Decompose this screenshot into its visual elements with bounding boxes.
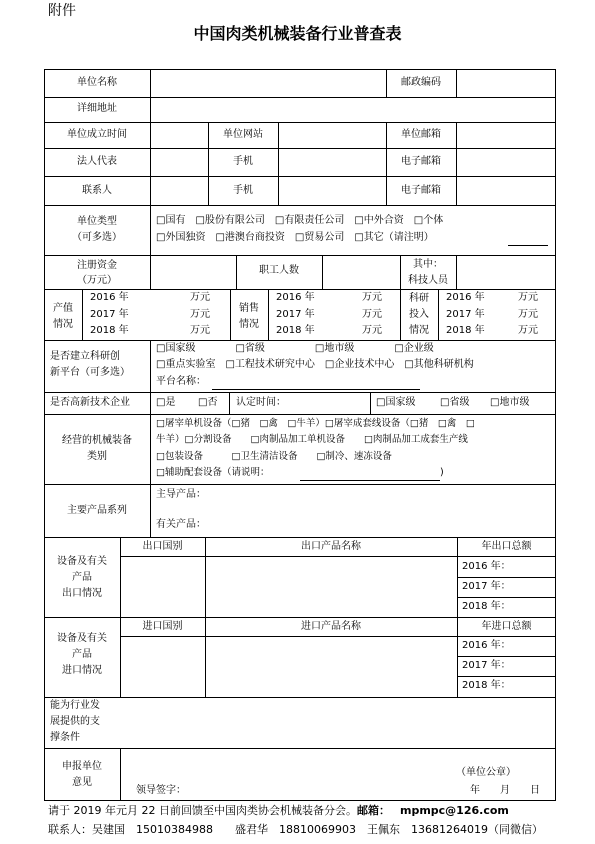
research-unit-2016: 万元 [518, 292, 538, 303]
hightech-yes[interactable]: □是 [156, 397, 176, 408]
platform-name-label: 平台名称： [156, 376, 206, 387]
main-product-label: 主导产品： [156, 489, 206, 500]
mobile-label: 手机 [233, 156, 253, 167]
footer-contacts: 联系人：吴建国 15010384988 盛君华 18810069903 王佩东 13681264019（同微信） [48, 823, 543, 836]
leader-sign-label: 领导签字： [136, 785, 186, 796]
equipment-options-row2[interactable]: 牛羊）□分割设备 □肉制品加工单机设备 □肉制品加工成套生产线 [156, 434, 468, 445]
sales-unit-2016: 万元 [362, 292, 382, 303]
output-2016: 2016 年 [90, 292, 129, 303]
legal-rep-label: 法人代表 [77, 156, 117, 167]
sales-unit-2017: 万元 [362, 309, 382, 320]
sales-2016: 2016 年 [276, 292, 315, 303]
research-label: 科研 [409, 293, 429, 304]
contact-mobile-label: 手机 [233, 185, 253, 196]
research-unit-2017: 万元 [518, 309, 538, 320]
export-total-header: 年出口总额 [481, 541, 532, 552]
equipment-close-paren: ) [440, 467, 444, 478]
platform-question-line2: 新平台（可多选） [50, 367, 130, 378]
contact-email-label: 电子邮箱 [401, 185, 441, 196]
equipment-label-line2: 类别 [87, 451, 107, 462]
import-2018: 2018 年： [462, 680, 511, 691]
level-national[interactable]: □国家级 [376, 397, 416, 408]
recognize-time-label: 认定时间： [236, 397, 286, 408]
import-total-header: 年进口总额 [481, 621, 532, 632]
research-unit-2018: 万元 [518, 325, 538, 336]
reg-capital-label: 注册资金 [77, 260, 117, 271]
postal-code-label: 邮政编码 [401, 77, 441, 88]
equipment-options-row1[interactable]: □屠宰单机设备（□猪 □禽 □牛羊）□屠宰成套线设备（□猪 □禽 □ [156, 418, 475, 429]
of-which-label: 其中： [413, 259, 443, 270]
footer-instruction: 请于 2019 年元月 22 日前回馈至中国肉类协会机械装备分会。 [48, 804, 357, 817]
import-country-header: 进口国别 [142, 621, 183, 632]
import-label-line1: 设备及有关 [57, 633, 107, 644]
export-country-header: 出口国别 [142, 541, 183, 552]
output-2018: 2018 年 [90, 325, 129, 336]
unit-type-options-row2[interactable]: □外国独资 □港澳台商投资 □贸易公司 □其它（请注明） [156, 232, 434, 243]
products-label: 主要产品系列 [67, 505, 127, 516]
export-label-line1: 设备及有关 [57, 556, 107, 567]
level-provincial[interactable]: □省级 [440, 397, 470, 408]
page-title: 中国肉类机械装备行业普查表 [193, 24, 402, 43]
output-2017: 2017 年 [90, 309, 129, 320]
founded-label: 单位成立时间 [67, 129, 127, 140]
import-label-line3: 进口情况 [62, 665, 102, 676]
output-unit-2017: 万元 [190, 309, 210, 320]
attachment-label: 附件 [48, 3, 76, 19]
export-name-header: 出口产品名称 [301, 541, 361, 552]
export-label-line2: 产品 [72, 572, 92, 583]
output-unit-2018: 万元 [190, 325, 210, 336]
contact-label: 联系人 [82, 185, 112, 196]
level-city[interactable]: □地市级 [490, 397, 530, 408]
output-label: 产值 [53, 303, 73, 314]
equipment-label-line1: 经营的机械装备 [62, 435, 132, 446]
sales-2018: 2018 年 [276, 325, 315, 336]
platform-options-row1[interactable]: □国家级 □省级 □地市级 □企业级 [156, 343, 434, 354]
researchers-label: 科技人员 [408, 275, 448, 286]
unit-type-label: 单位类型 [77, 216, 117, 227]
output-unit-2016: 万元 [190, 292, 210, 303]
platform-options-row2[interactable]: □重点实验室 □工程技术研究中心 □企业技术中心 □其他科研机构 [156, 359, 474, 370]
sales-2017: 2017 年 [276, 309, 315, 320]
email-label: 电子邮箱 [401, 156, 441, 167]
opinion-label-line2: 意见 [72, 777, 92, 788]
hightech-label: 是否高新技术企业 [50, 397, 130, 408]
research-2016: 2016 年 [446, 292, 485, 303]
equipment-options-row3[interactable]: □包装设备 □卫生清洁设备 □制冷、速冻设备 [156, 451, 392, 462]
platform-question-line1: 是否建立科研创 [50, 351, 120, 362]
export-2016: 2016 年： [462, 561, 511, 572]
support-label-line1: 能为行业发 [50, 700, 100, 711]
research-2017: 2017 年 [446, 309, 485, 320]
postal-code-field[interactable] [458, 71, 554, 95]
unit-email-label: 单位邮箱 [401, 129, 441, 140]
footer-email[interactable]: mpmpc@126.com [399, 804, 509, 817]
opinion-label-line1: 申报单位 [62, 761, 102, 772]
date-label: 年 月 日 [470, 785, 540, 796]
seal-label: （单位公章） [456, 767, 516, 778]
sales-label: 销售 [239, 303, 259, 314]
import-label-line2: 产品 [72, 649, 92, 660]
sales-unit-2018: 万元 [362, 325, 382, 336]
export-2018: 2018 年： [462, 601, 511, 612]
research-status-label: 情况 [409, 325, 429, 336]
export-2017: 2017 年： [462, 581, 511, 592]
support-label-line3: 撑条件 [50, 732, 80, 743]
employees-label: 职工人数 [259, 265, 299, 276]
multi-select-label: （可多选） [72, 232, 122, 243]
import-2016: 2016 年： [462, 640, 511, 651]
unit-name-field[interactable] [152, 71, 384, 95]
investment-label: 投入 [409, 309, 429, 320]
equipment-options-row4[interactable]: □辅助配套设备（请说明： [156, 467, 270, 478]
unit-type-options-row1[interactable]: □国有 □股份有限公司 □有限责任公司 □中外合资 □个体 [156, 215, 444, 226]
hightech-no[interactable]: □否 [198, 397, 218, 408]
address-field[interactable] [152, 99, 554, 121]
wan-yuan-label: （万元） [77, 275, 117, 286]
related-product-label: 有关产品： [156, 519, 206, 530]
sales-status-label: 情况 [239, 319, 259, 330]
website-label: 单位网站 [223, 129, 263, 140]
footer-line1 [48, 805, 509, 816]
import-name-header: 进口产品名称 [301, 621, 361, 632]
support-label-line2: 展提供的支 [50, 716, 100, 727]
unit-name-label: 单位名称 [77, 77, 117, 88]
export-label-line3: 出口情况 [62, 588, 102, 599]
address-label: 详细地址 [77, 103, 117, 114]
research-2018: 2018 年 [446, 325, 485, 336]
output-status-label: 情况 [53, 319, 73, 330]
footer-email-label: 邮箱： [356, 804, 390, 817]
import-2017: 2017 年： [462, 660, 511, 671]
